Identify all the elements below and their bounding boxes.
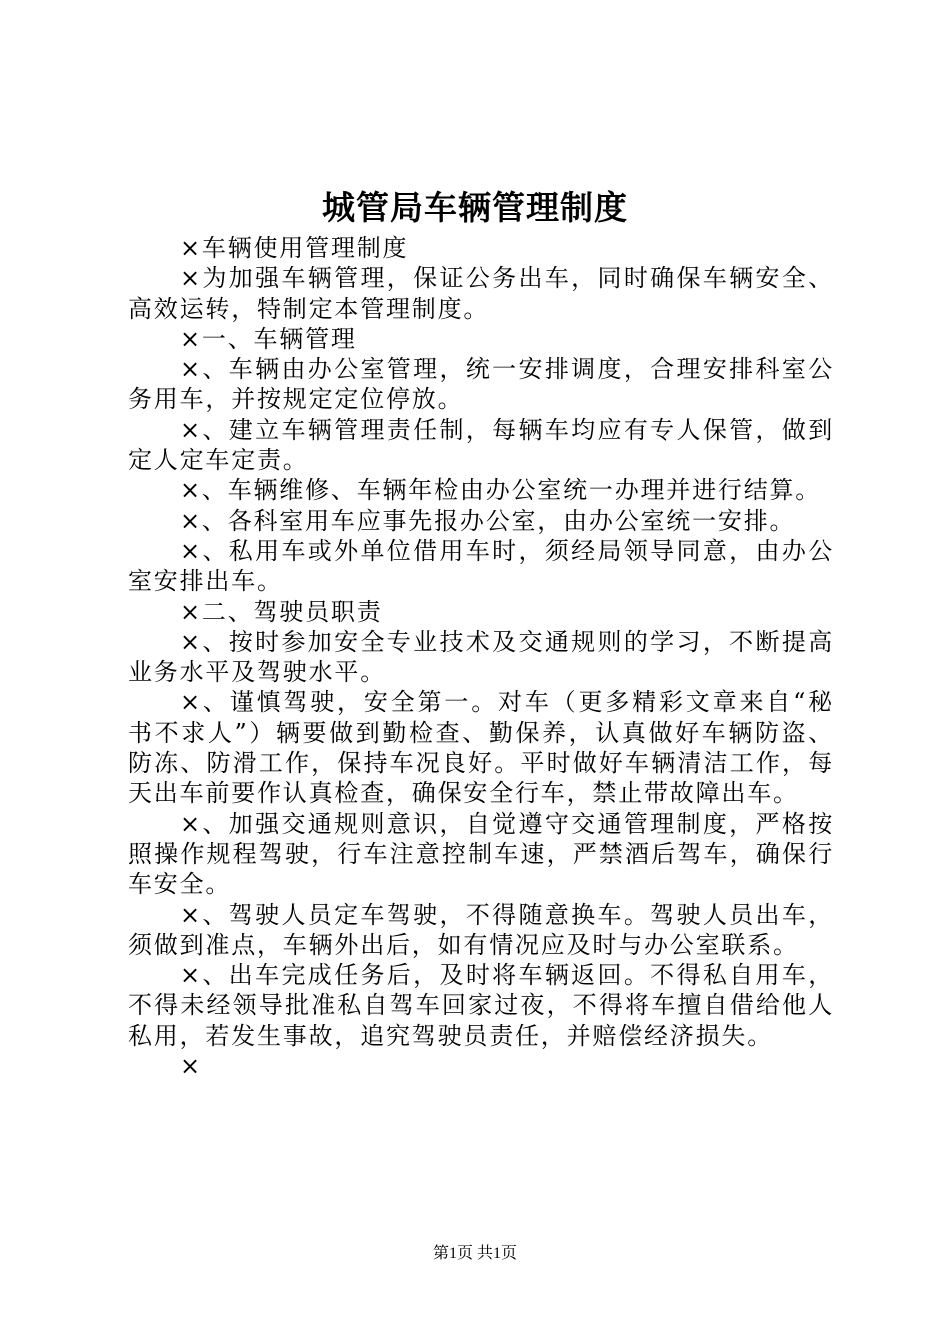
paragraph: ×、加强交通规则意识，自觉遵守交通管理制度，严格按照操作规程驾驶，行车注意控制车速，严禁酒后驾车，确保行车安全。: [128, 809, 834, 899]
section-heading: ×二、驾驶员职责: [180, 597, 383, 626]
paragraph: ×、各科室用车应事先报办公室，由办公室统一安排。: [180, 506, 796, 535]
paragraph: ×: [180, 1052, 202, 1081]
document-title: 城管局车辆管理制度: [322, 188, 628, 227]
paragraph: ×、出车完成任务后，及时将车辆返回。不得私自用车，不得未经领导批准私自驾车回家过夜，不得将车擅自借给他人私用，若发生事故，追究驾驶员责任，并赔偿经济损失。: [128, 961, 834, 1050]
paragraph: ×、谨慎驾驶，安全第一。对车（更多精彩文章来自“秘书不求人”）辆要做到勤检查、勤保养，认真做好车辆防盗、防冻、防滑工作，保持车况良好。平时做好车辆清洁工作，每天出车前要作认真检查，确保安全行车，禁止带故障出车。: [128, 688, 834, 808]
paragraph: ×、私用车或外单位借用车时，须经局领导同意，由办公室安排出车。: [128, 536, 834, 596]
paragraph: ×、按时参加安全专业技术及交通规则的学习，不断提高业务水平及驾驶水平。: [128, 627, 834, 687]
section-heading: ×一、车辆管理: [180, 324, 357, 353]
paragraph: ×、车辆由办公室管理，统一安排调度，合理安排科室公务用车，并按规定定位停放。: [128, 355, 834, 414]
document-body: [128, 233, 834, 1081]
paragraph: ×、建立车辆管理责任制，每辆车均应有专人保管，做到定人定车定责。: [128, 415, 834, 475]
page-footer: 第1页 共1页: [432, 1245, 517, 1262]
paragraph: ×车辆使用管理制度: [180, 234, 409, 262]
paragraph: ×、驾驶人员定车驾驶，不得随意换车。驾驶人员出车，须做到准点，车辆外出后，如有情况应及时与办公室联系。: [128, 900, 834, 959]
paragraph: ×、车辆维修、车辆年检由办公室统一办理并进行结算。: [180, 476, 822, 505]
paragraph: ×为加强车辆管理，保证公务出车，同时确保车辆安全、高效运转，特制定本管理制度。: [128, 264, 834, 323]
